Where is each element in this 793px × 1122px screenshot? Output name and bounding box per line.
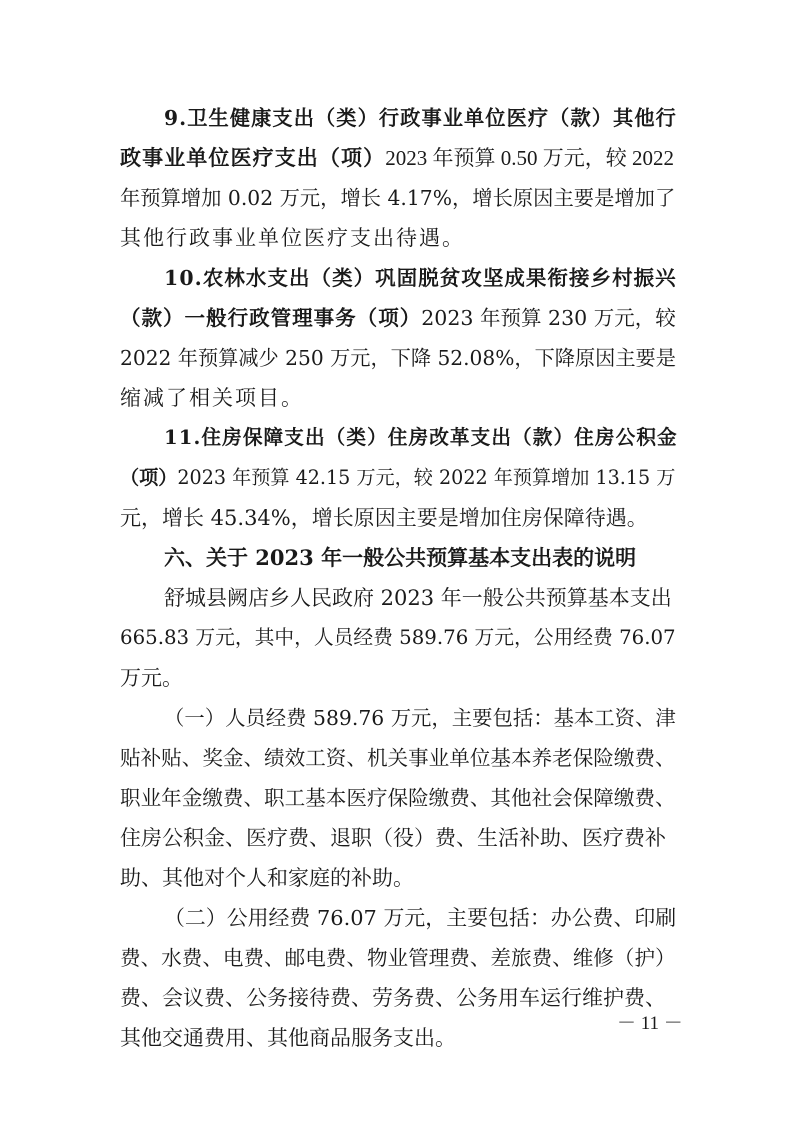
page-number: － 11 － [617,1013,683,1034]
item9-line-1: 9.卫生健康支出（类）行政事业单位医疗（款）其他行 [164,106,677,130]
personnel-line-1: （一）人员经费 589.76 万元，主要包括：基本工资、津 [164,706,676,730]
item10-line-2-rest: 2023 年预算 230 万元，较 [421,306,676,330]
public-line-4: 其他交通费用、其他商品服务支出。 [120,1026,456,1050]
item9-line-2 [120,143,674,173]
item9-line-3: 年预算增加 0.02 万元，增长 4.17%，增长原因主要是增加了 [120,186,676,210]
personnel-line-4: 住房公积金、医疗费、退职（役）费、生活补助、医疗费补 [120,826,666,850]
personnel-line-5: 助、其他对个人和家庭的补助。 [120,866,414,890]
personnel-line-3: 职业年金缴费、职工基本医疗保险缴费、其他社会保障缴费、 [120,786,676,810]
item10-line-2-bold: （款）一般行政管理事务（项） [120,306,422,330]
item11-line-1: 11.住房保障支出（类）住房改革支出（款）住房公积金 [164,426,678,449]
item11-line-3: 元，增长 45.34%，增长原因主要是增加住房保障待遇。 [120,506,648,530]
item10-line-4: 缩减了相关项目。 [120,386,304,410]
item9-line-2-rest: 2023 年预算 0.50 万元，较 2022 [385,146,674,170]
section6-line-3: 万元。 [120,666,183,690]
section6-heading: 六、关于 2023 年一般公共预算基本支出表的说明 [164,545,637,570]
item11-line-2-rest: 2023 年预算 42.15 万元，较 2022 年预算增加 13.15 万 [177,466,676,489]
personnel-line-2: 贴补贴、奖金、绩效工资、机关事业单位基本养老保险缴费、 [120,746,676,770]
item9-line-2-bold: 政事业单位医疗支出（项） [120,145,386,170]
item10-line-3: 2022 年预算减少 250 万元，下降 52.08%，下降原因主要是 [120,346,676,370]
public-line-3: 费、会议费、公务接待费、劳务费、公务用车运行维护费、 [120,986,666,1010]
item11-line-2 [120,463,675,493]
item10-line-1: 10.农林水支出（类）巩固脱贫攻坚成果衔接乡村振兴 [164,266,677,290]
item11-line-2-bold: （项） [120,466,178,489]
public-line-2: 费、水费、电费、邮电费、物业管理费、差旅费、维修（护） [120,946,676,970]
section6-line-2: 665.83 万元，其中，人员经费 589.76 万元，公用经费 76.07 [120,626,676,649]
public-line-1: （二）公用经费 76.07 万元，主要包括：办公费、印刷 [164,906,677,930]
section6-line-1: 舒城县阙店乡人民政府 2023 年一般公共预算基本支出 [164,586,672,610]
item9-line-4: 其他行政事业单位医疗支出待遇。 [120,226,465,250]
item10-line-2 [120,303,676,333]
